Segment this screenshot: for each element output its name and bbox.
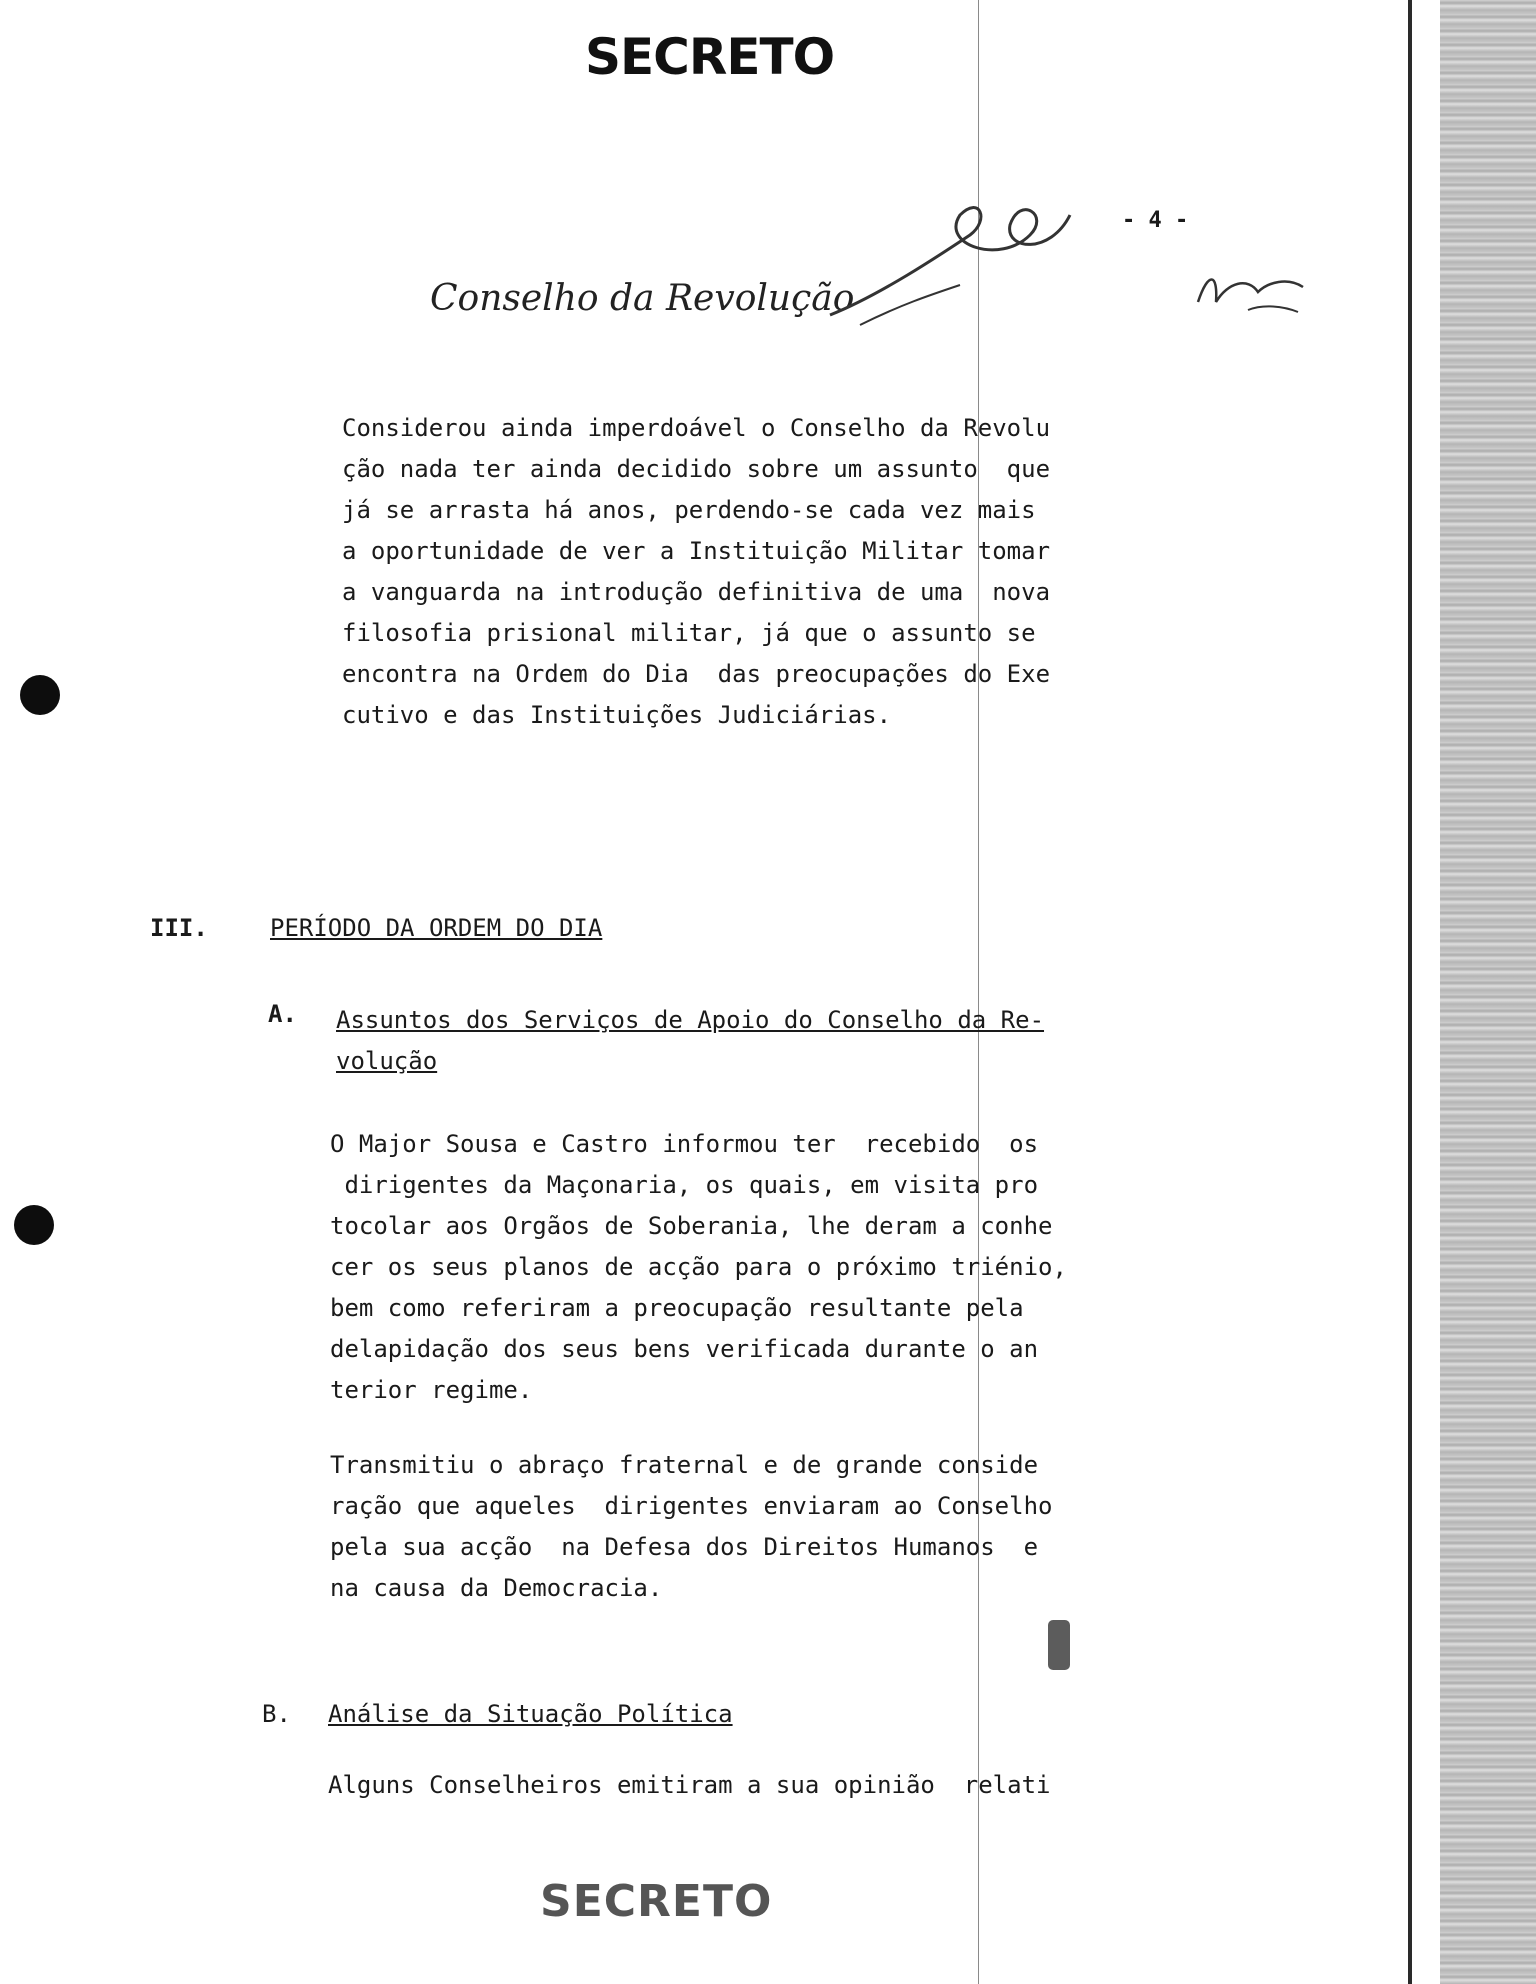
paragraph-political-analysis: Alguns Conselheiros emitiram a sua opinião relati [328,1771,1051,1799]
subsection-a-letter: A. [268,1000,297,1028]
section-number: III. [150,914,208,942]
paragraph-intro: Considerou ainda imperdoável o Conselho da Revolu ção nada ter ainda decidido sobre um assunto que já se arrasta há anos, perdendo-se cada vez mais a oportunidade de ver a Instituição Militar tomar a vanguarda na introdução definitiva de uma nova filosofia prisional militar, já que o assunto se encontra na Ordem do Dia das preocupações do Exe cutivo e das Instituições Judiciárias. [342,414,1051,729]
subsection-b-letter: B. [262,1700,291,1728]
punch-hole [20,675,60,715]
classification-header: SECRETO [585,28,835,86]
letterhead: Conselho da Revolução [430,278,855,319]
subsection-a-title: Assuntos dos Serviços de Apoio do Conselho da Re- volução [336,1006,1045,1075]
paragraph-fraternal-greeting: Transmitiu o abraço fraternal e de grande conside ração que aqueles dirigentes enviaram ao Conselho pela sua acção na Defesa dos Direitos Humanos e na causa da Democracia. [330,1451,1053,1602]
page-number: - 4 - [1122,208,1189,233]
scan-edge-shadow [1440,0,1536,1984]
section-title: PERÍODO DA ORDEM DO DIA [270,914,603,942]
ink-blot [1048,1620,1070,1670]
paragraph-masonry-visit: O Major Sousa e Castro informou ter recebido os dirigentes da Maçonaria, os quais, em visita pro tocolar aos Orgãos de Soberania, lhe deram a conhe cer os seus planos de acção para o próximo triénio, bem como referiram a preocupação resultante pela delapidação dos seus bens verificada durante o an terior regime. [330,1130,1067,1404]
signature [820,175,1120,335]
page-edge-line [1408,0,1412,1984]
punch-hole [14,1205,54,1245]
subsection-b-title: Análise da Situação Política [328,1700,733,1728]
classification-footer: SECRETO [540,1876,773,1927]
initials-signature [1188,262,1318,322]
